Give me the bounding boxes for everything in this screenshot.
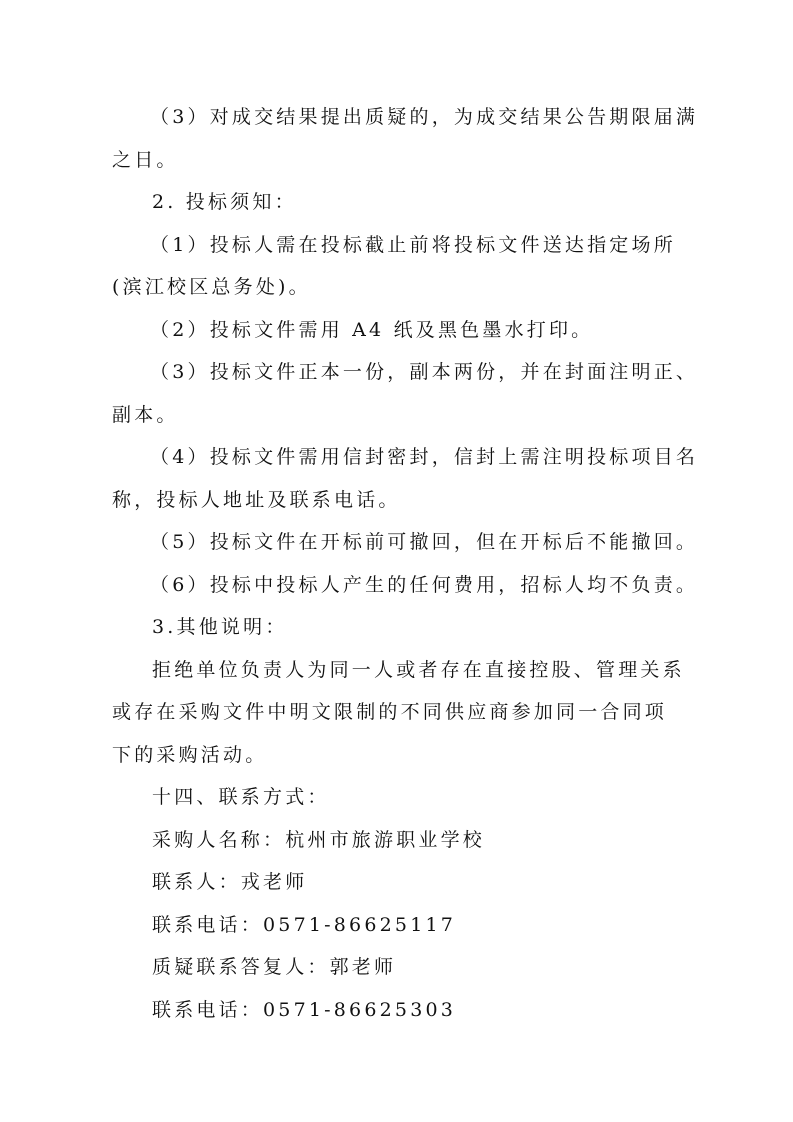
- notice-item-3-line-1: （3）投标文件正本一份，副本两份，并在封面注明正、: [150, 361, 699, 383]
- notice-item-1-line-1: （1）投标人需在投标截止前将投标文件送达指定场所: [150, 233, 676, 256]
- contact-phone-1: 联系电话：0571-86625117: [152, 913, 457, 936]
- notice-item-1-line-2: (滨江校区总务处)。: [112, 276, 311, 298]
- query-contact-person: 质疑联系答复人：郭老师: [152, 956, 397, 978]
- clause-3-line-1: （3）对成交结果提出质疑的，为成交结果公告期限届满: [150, 106, 699, 128]
- other-notes-line-1: 拒绝单位负责人为同一人或者存在直接控股、管理关系: [152, 658, 685, 681]
- notice-item-4-line-1: （4）投标文件需用信封密封，信封上需注明投标项目名: [150, 446, 699, 468]
- other-notes-line-3: 下的采购活动。: [112, 743, 268, 766]
- clause-3-line-2: 之日。: [112, 148, 179, 171]
- notice-item-5: （5）投标文件在开标前可撤回，但在开标后不能撤回。: [150, 531, 699, 553]
- contact-section-heading: 十四、联系方式：: [152, 786, 330, 808]
- notice-item-6: （6）投标中投标人产生的任何费用，招标人均不负责。: [150, 573, 699, 596]
- notice-item-3-line-2: 副本。: [112, 403, 179, 426]
- other-notes-line-2: 或存在采购文件中明文限制的不同供应商参加同一合同项: [112, 701, 668, 723]
- contact-person: 联系人：戎老师: [152, 871, 308, 893]
- bidding-notice-heading: 2. 投标须知：: [152, 191, 297, 213]
- notice-item-2: （2）投标文件需用 A4 纸及黑色墨水打印。: [150, 318, 594, 341]
- notice-item-4-line-2: 称，投标人地址及联系电话。: [112, 488, 401, 511]
- purchaser-name: 采购人名称：杭州市旅游职业学校: [152, 828, 486, 851]
- document-body: [112, 96, 699, 1031]
- other-notes-heading: 3.其他说明：: [152, 616, 288, 638]
- contact-phone-2: 联系电话：0571-86625303: [152, 998, 457, 1021]
